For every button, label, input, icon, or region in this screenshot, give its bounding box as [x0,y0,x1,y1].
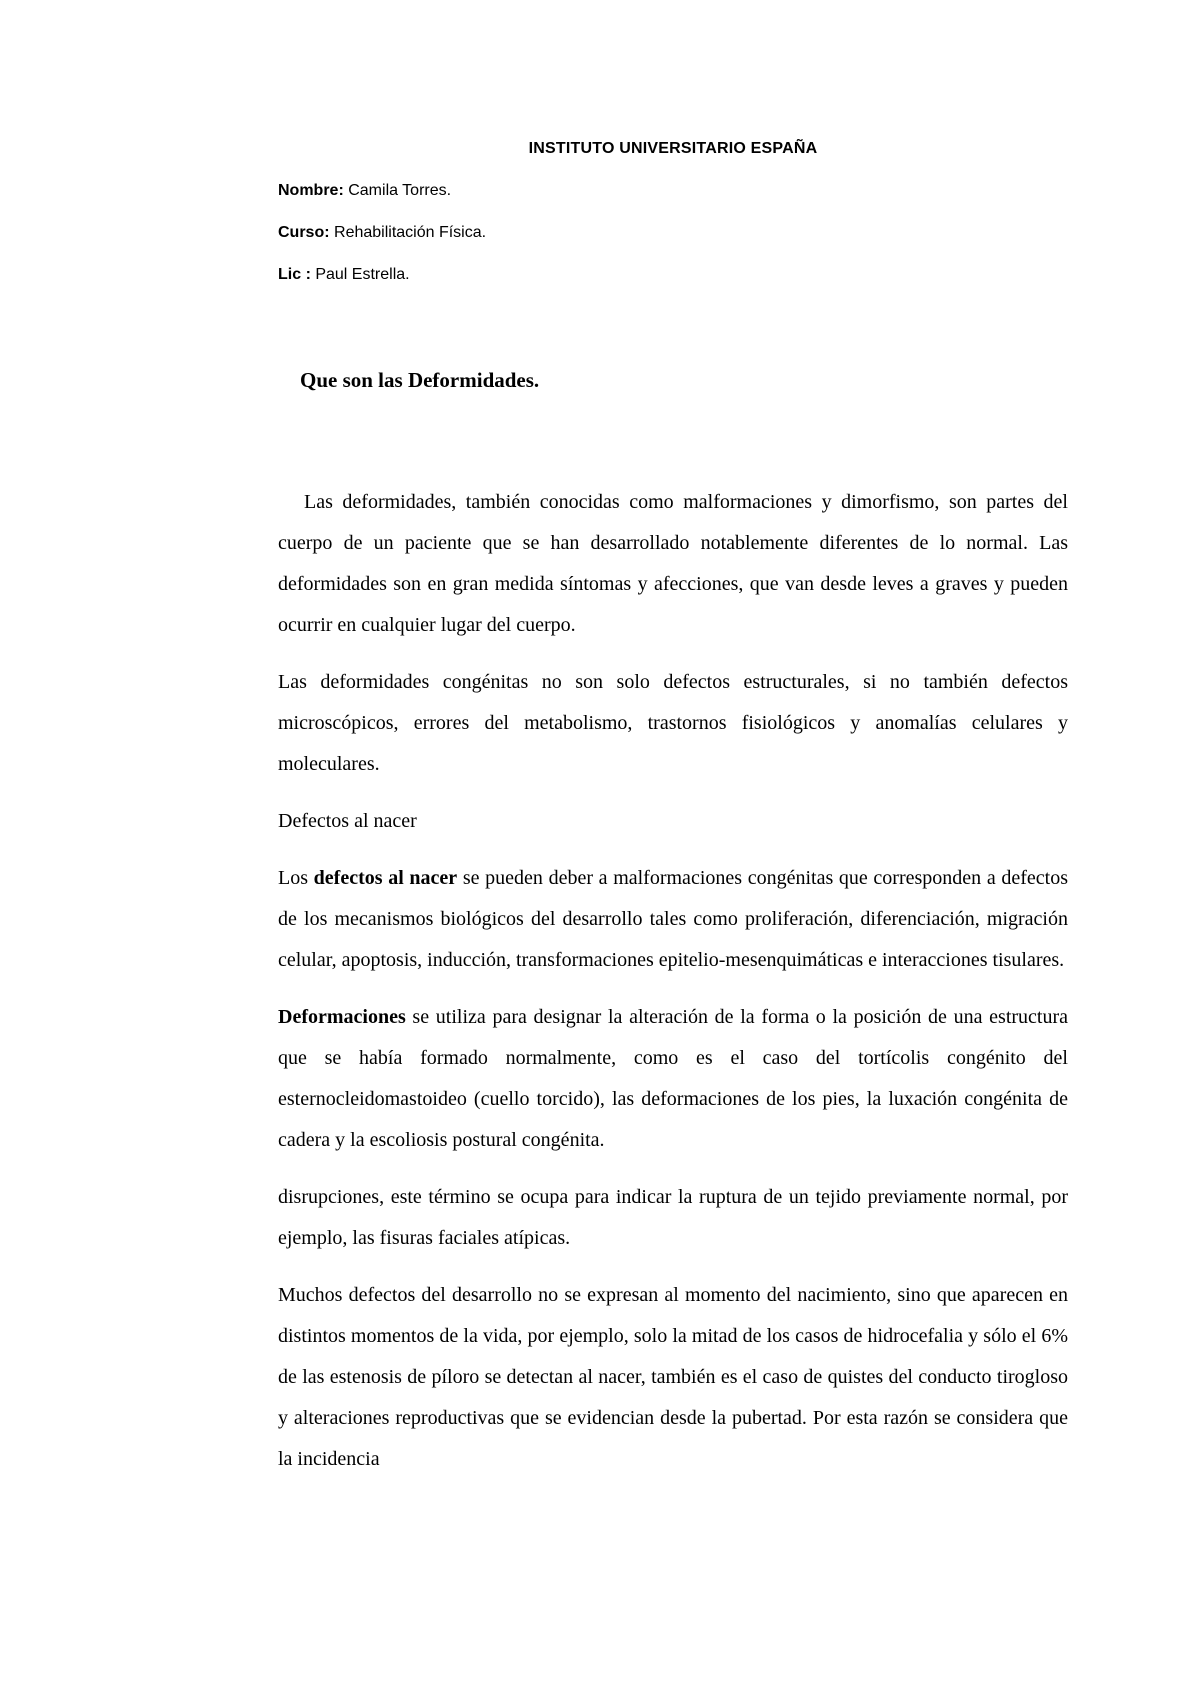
document-header [278,138,1068,286]
p4-post: se utiliza para designar la alteración de la forma o la posición de una estructura que se había formado normalmente, como es el caso del tortícolis congénito del esternocleidomastoideo (cuello torcido), las deformaciones de los pies, la luxación congénita de cadera y la escoliosis postural congénita. [278,1006,1068,1151]
p3-pre: Los [278,867,314,889]
document-body [278,482,1068,1496]
lecturer-line [278,264,1068,286]
paragraph-late-defects: Muchos defectos del desarrollo no se expresan al momento del nacimiento, sino que aparecen en distintos momentos de la vida, por ejemplo, solo la mitad de los casos de hidrocefalia y sólo el 6% de las estenosis de píloro se detectan al nacer, también es el caso de quistes del conducto tirogloso y alteraciones reproductivas que se evidencian desde la pubertad. Por esta razón se considera que la incidencia [278,1284,1068,1470]
paragraph-congenital: Las deformidades congénitas no son solo defectos estructurales, si no también defectos microscópicos, errores del metabolismo, trastornos fisiológicos y anomalías celulares y moleculares. [278,671,1068,775]
paragraph-intro: Las deformidades, también conocidas como malformaciones y dimorfismo, son partes del cuerpo de un paciente que se han desarrollado notablemente diferentes de lo normal. Las deformidades son en gran medida síntomas y afecciones, que van desde leves a graves y pueden ocurrir en cualquier lugar del cuerpo. [278,491,1068,636]
lic-value: Paul Estrella. [310,266,410,283]
lic-label: Lic : [278,266,311,283]
institution-title: INSTITUTO UNIVERSITARIO ESPAÑA [528,140,818,157]
paragraph-birth-defects [278,858,1068,981]
p4-bold-term: Deformaciones [278,1006,406,1028]
student-name-line [278,180,1068,202]
p3-bold-term: defectos al nacer [313,867,458,889]
course-value: Rehabilitación Física. [329,224,487,241]
name-label: Nombre: [278,182,344,199]
p3-post: se pueden deber a malformaciones congénitas que corresponden a defectos de los mecanismos biológicos del desarrollo tales como proliferación, diferenciación, migración celular, apoptosis, inducción, transformaciones epitelio-mesenquimáticas e interacciones tisulares. [278,867,1068,971]
name-value: Camila Torres. [343,182,452,199]
subheading-birth-defects: Defectos al nacer [278,810,417,832]
paragraph-disruptions: disrupciones, este término se ocupa para indicar la ruptura de un tejido previamente normal, por ejemplo, las fisuras faciales atípicas. [278,1186,1068,1249]
document-title: Que son las Deformidades. [300,368,540,392]
course-line [278,222,1068,244]
paragraph-deformations [278,997,1068,1161]
course-label: Curso: [278,224,330,241]
